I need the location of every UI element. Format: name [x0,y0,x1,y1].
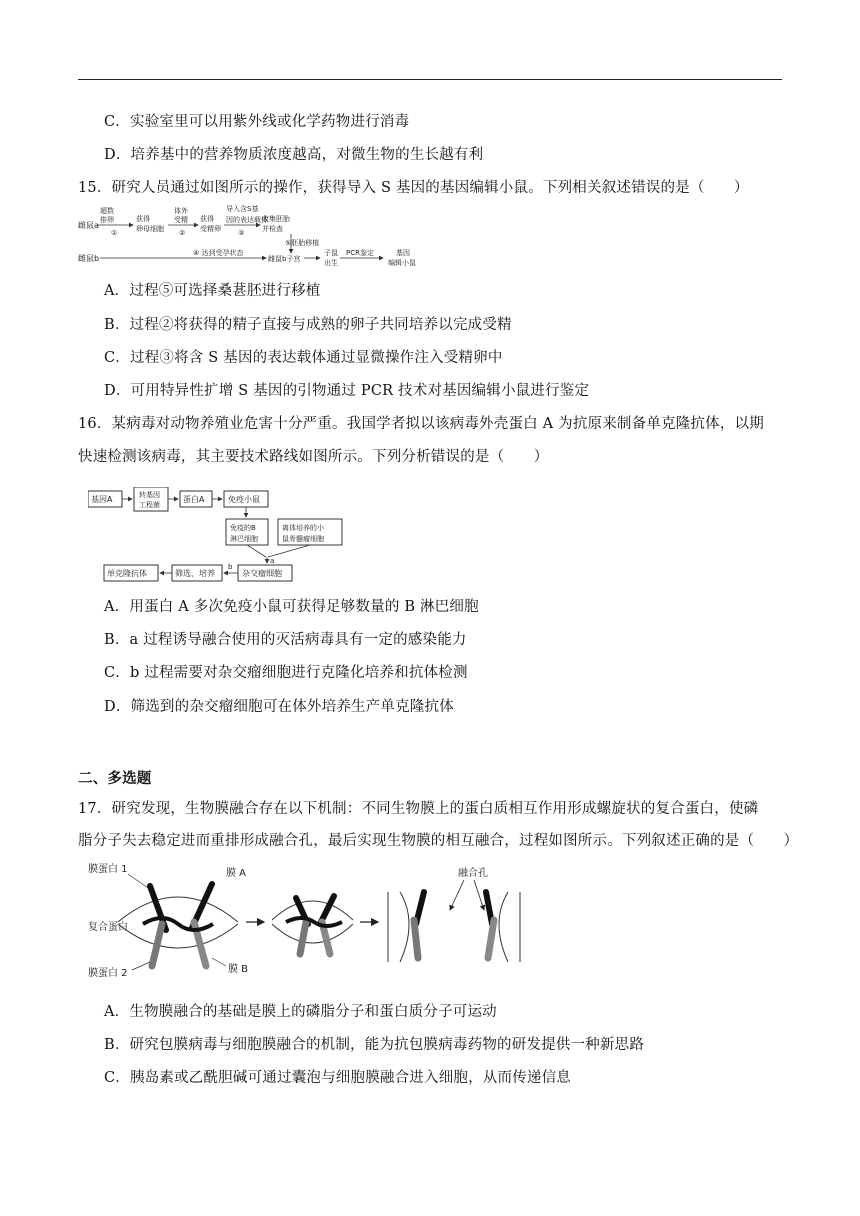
q16-label-b: b [228,563,233,571]
q15-step2-1: 体外 [174,207,188,215]
q17-panel-1 [118,884,238,966]
q17-protein2-label: 膜蛋白 2 [88,968,128,979]
q17-membrane-a-label: 膜 A [226,868,247,879]
q15-birth-2: 出生 [324,259,338,267]
q15-step1-1: 超数 [100,207,114,215]
q16-myeloma-2: 鼠骨髓瘤细胞 [282,535,324,543]
q15-step3-num: ③ [238,229,245,237]
q17-option-c: C．胰岛素或乙酰胆碱可通过囊泡与细胞膜融合进入细胞，从而传递信息 [104,1070,571,1086]
q16-stem-line1: 16．某病毒对动物养殖业危害十分严重。我国学者拟以该病毒外壳蛋白 A 为抗原来制备单克隆抗体，以期 [78,416,764,432]
q17-membrane-fusion-diagram [88,862,578,984]
q15-step1-out-1: 获得 [136,215,150,223]
q16-bcell-1: 免疫的B [230,524,256,532]
header-rule [78,79,782,80]
q15-step1-out-2: 卵母细胞 [136,225,164,233]
q16-option-c: C．b 过程需要对杂交瘤细胞进行克隆化培养和抗体检测 [104,665,468,681]
q15-option-c: C．过程③将含 S 基因的表达载体通过显微操作注入受精卵中 [104,350,503,366]
q14-option-d: D．培养基中的营养物质浓度越高，对微生物的生长越有利 [104,147,484,163]
q15-step4: ④ 达到受孕状态 [193,249,244,257]
q16-transgenic-2: 工程菌 [139,501,160,509]
q15-step1-num: ① [111,229,118,237]
q15-uterus: 雌鼠b子宫 [268,255,301,263]
q17-panel-2 [272,896,353,954]
q15-step3-out-2: 并检查 [262,225,283,233]
q16-hybridoma: 杂交瘤细胞 [242,569,282,578]
q17-stem-line1: 17．研究发现，生物膜融合存在以下机制：不同生物膜上的蛋白质相互作用形成螺旋状的复合蛋白，使磷 [78,801,759,817]
q15-step3-2: 因的表达载体 [226,216,268,224]
q15-option-d: D．可用特异性扩增 S 基因的引物通过 PCR 技术对基因编辑小鼠进行鉴定 [104,383,590,399]
q14-option-c: C．实验室里可以用紫外线或化学药物进行消毒 [104,114,410,130]
q15-step1-2: 排卵 [100,216,114,224]
q15-birth-1: 子鼠 [324,249,338,257]
q17-membrane-b-label: 膜 B [228,964,249,975]
q16-option-a: A．用蛋白 A 多次免疫小鼠可获得足够数量的 B 淋巴细胞 [104,599,479,615]
q16-gene: 基因A [91,495,113,504]
q15-step2-out-1: 获得 [200,215,214,223]
q15-option-b: B．过程②将获得的精子直接与成熟的卵子共同培养以完成受精 [104,317,512,333]
q15-step2-2: 受精 [174,216,188,224]
q16-immune-mouse: 免疫小鼠 [228,495,260,504]
q15-option-a: A．过程⑤可选择桑葚胚进行移植 [104,283,321,299]
q15-stem: 15．研究人员通过如图所示的操作，获得导入 S 基因的基因编辑小鼠。下列相关叙述错误的是（ ） [78,180,749,196]
q15-step5: ⑤胚胎移植 [285,239,320,247]
q16-label-a: a [270,557,275,565]
q16-stem-line2: 快速检测该病毒，其主要技术路线如图所示。下列分析错误的是（ ） [78,449,549,465]
q17-complex-label: 复合蛋白 [88,922,128,933]
q17-stem-line2: 脂分子失去稳定进而重排形成融合孔，最后实现生物膜的相互融合，过程如图所示。下列叙述正确的是（ ） [78,833,799,849]
q15-mouse-a: 雌鼠a [78,221,99,230]
q16-myeloma-1: 离体培养的小 [282,524,324,532]
q15-result-2: 编辑小鼠 [388,259,416,267]
q17-protein1-label: 膜蛋白 1 [88,864,128,875]
q17-option-b: B．研究包膜病毒与细胞膜融合的机制，能为抗包膜病毒药物的研发提供一种新思路 [104,1037,645,1053]
q16-screening: 筛选、培养 [175,569,215,578]
q16-protein: 蛋白A [183,495,205,504]
q15-pcr: PCR鉴定 [346,249,374,257]
section-heading-multiple-choice: 二、多选题 [78,770,152,787]
q17-option-a: A．生物膜融合的基础是膜上的磷脂分子和蛋白质分子可运动 [104,1004,497,1020]
q15-step2-out-2: 受精卵 [200,225,221,233]
q15-mouse-b: 雌鼠b [78,254,100,263]
q15-step2-num: ② [179,229,186,237]
q15-result-1: 基因 [396,249,410,257]
q16-mab: 单克隆抗体 [107,569,147,578]
q17-panel-3 [388,892,520,962]
q17-pore-label: 融合孔 [458,868,488,879]
q15-step3-1: 导入含S基 [226,205,259,213]
q16-option-b: B．a 过程诱导融合使用的灭活病毒具有一定的感染能力 [104,632,467,648]
q15-step3-out-1: 收集胚胎 [262,215,290,223]
q16-bcell-2: 淋巴细胞 [230,535,258,543]
q15-flow-diagram [78,203,448,275]
q16-option-d: D．筛选到的杂交瘤细胞可在体外培养生产单克隆抗体 [104,699,454,715]
q16-transgenic-1: 转基因 [139,491,160,499]
q16-flow-diagram [88,487,358,583]
